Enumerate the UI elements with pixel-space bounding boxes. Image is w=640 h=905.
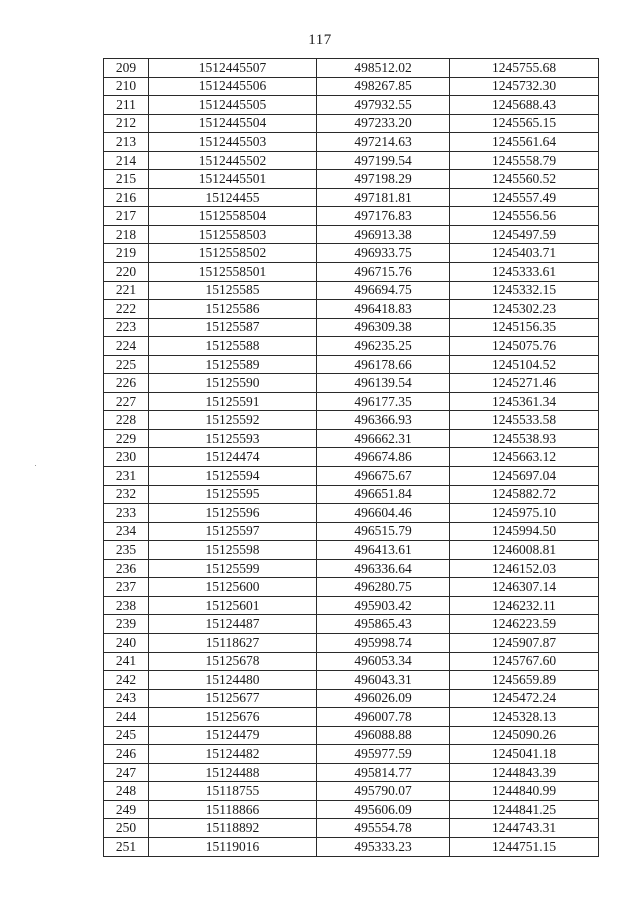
row-number-cell: 213 — [104, 133, 149, 152]
row-number-cell: 230 — [104, 448, 149, 467]
row-number-cell: 209 — [104, 59, 149, 78]
row-number-cell: 237 — [104, 578, 149, 597]
table-row — [104, 689, 599, 708]
x-coordinate-cell: 496053.34 — [317, 652, 450, 671]
row-number-cell: 246 — [104, 745, 149, 764]
table-row — [104, 485, 599, 504]
point-id-cell: 15124474 — [149, 448, 317, 467]
table-row — [104, 467, 599, 486]
x-coordinate-cell: 498512.02 — [317, 59, 450, 78]
x-coordinate-cell: 495998.74 — [317, 633, 450, 652]
table-row — [104, 96, 599, 115]
y-coordinate-cell: 1245994.50 — [450, 522, 599, 541]
row-number-cell: 217 — [104, 207, 149, 226]
table-row — [104, 559, 599, 578]
row-number-cell: 244 — [104, 708, 149, 727]
x-coordinate-cell: 496694.75 — [317, 281, 450, 300]
row-number-cell: 236 — [104, 559, 149, 578]
y-coordinate-cell: 1245688.43 — [450, 96, 599, 115]
row-number-cell: 233 — [104, 504, 149, 523]
row-number-cell: 238 — [104, 596, 149, 615]
y-coordinate-cell: 1244843.39 — [450, 763, 599, 782]
point-id-cell: 15125593 — [149, 429, 317, 448]
y-coordinate-cell: 1245302.23 — [450, 300, 599, 319]
table-row — [104, 819, 599, 838]
point-id-cell: 15125599 — [149, 559, 317, 578]
x-coordinate-cell: 496088.88 — [317, 726, 450, 745]
point-id-cell: 15125595 — [149, 485, 317, 504]
y-coordinate-cell: 1245767.60 — [450, 652, 599, 671]
row-number-cell: 234 — [104, 522, 149, 541]
x-coordinate-cell: 496515.79 — [317, 522, 450, 541]
y-coordinate-cell: 1246232.11 — [450, 596, 599, 615]
table-row — [104, 671, 599, 690]
row-number-cell: 214 — [104, 151, 149, 170]
x-coordinate-cell: 495865.43 — [317, 615, 450, 634]
table-row — [104, 170, 599, 189]
table-row — [104, 133, 599, 152]
row-number-cell: 247 — [104, 763, 149, 782]
point-id-cell: 1512445507 — [149, 59, 317, 78]
x-coordinate-cell: 497233.20 — [317, 114, 450, 133]
row-number-cell: 241 — [104, 652, 149, 671]
table-row — [104, 207, 599, 226]
point-id-cell: 15125678 — [149, 652, 317, 671]
y-coordinate-cell: 1245697.04 — [450, 467, 599, 486]
point-id-cell: 15118866 — [149, 800, 317, 819]
x-coordinate-cell: 496651.84 — [317, 485, 450, 504]
y-coordinate-cell: 1244840.99 — [450, 782, 599, 801]
row-number-cell: 239 — [104, 615, 149, 634]
y-coordinate-cell: 1245361.34 — [450, 392, 599, 411]
table-row — [104, 114, 599, 133]
table-row — [104, 77, 599, 96]
table-row — [104, 225, 599, 244]
row-number-cell: 249 — [104, 800, 149, 819]
x-coordinate-cell: 495606.09 — [317, 800, 450, 819]
point-id-cell: 1512558502 — [149, 244, 317, 263]
y-coordinate-cell: 1245538.93 — [450, 429, 599, 448]
point-id-cell: 15125589 — [149, 355, 317, 374]
row-number-cell: 215 — [104, 170, 149, 189]
y-coordinate-cell: 1245663.12 — [450, 448, 599, 467]
table-row — [104, 745, 599, 764]
x-coordinate-cell: 496139.54 — [317, 374, 450, 393]
row-number-cell: 243 — [104, 689, 149, 708]
row-number-cell: 212 — [104, 114, 149, 133]
y-coordinate-cell: 1245755.68 — [450, 59, 599, 78]
y-coordinate-cell: 1245659.89 — [450, 671, 599, 690]
point-id-cell: 15124487 — [149, 615, 317, 634]
table-row — [104, 188, 599, 207]
table-row — [104, 355, 599, 374]
x-coordinate-cell: 497181.81 — [317, 188, 450, 207]
x-coordinate-cell: 495554.78 — [317, 819, 450, 838]
y-coordinate-cell: 1246152.03 — [450, 559, 599, 578]
table-row — [104, 800, 599, 819]
x-coordinate-cell: 497176.83 — [317, 207, 450, 226]
point-id-cell: 15125586 — [149, 300, 317, 319]
x-coordinate-cell: 496675.67 — [317, 467, 450, 486]
row-number-cell: 229 — [104, 429, 149, 448]
x-coordinate-cell: 496715.76 — [317, 263, 450, 282]
x-coordinate-cell: 496366.93 — [317, 411, 450, 430]
y-coordinate-cell: 1245332.15 — [450, 281, 599, 300]
y-coordinate-cell: 1245561.64 — [450, 133, 599, 152]
row-number-cell: 224 — [104, 337, 149, 356]
point-id-cell: 1512445504 — [149, 114, 317, 133]
row-number-cell: 235 — [104, 541, 149, 560]
table-row — [104, 374, 599, 393]
table-row — [104, 578, 599, 597]
y-coordinate-cell: 1245041.18 — [450, 745, 599, 764]
point-id-cell: 1512445503 — [149, 133, 317, 152]
point-id-cell: 15125590 — [149, 374, 317, 393]
y-coordinate-cell: 1245472.24 — [450, 689, 599, 708]
x-coordinate-cell: 497198.29 — [317, 170, 450, 189]
y-coordinate-cell: 1245560.52 — [450, 170, 599, 189]
y-coordinate-cell: 1245156.35 — [450, 318, 599, 337]
y-coordinate-cell: 1245565.15 — [450, 114, 599, 133]
x-coordinate-cell: 496177.35 — [317, 392, 450, 411]
y-coordinate-cell: 1245271.46 — [450, 374, 599, 393]
point-id-cell: 15125591 — [149, 392, 317, 411]
x-coordinate-cell: 497199.54 — [317, 151, 450, 170]
row-number-cell: 248 — [104, 782, 149, 801]
row-number-cell: 226 — [104, 374, 149, 393]
x-coordinate-cell: 496235.25 — [317, 337, 450, 356]
point-id-cell: 15124479 — [149, 726, 317, 745]
y-coordinate-cell: 1245732.30 — [450, 77, 599, 96]
table-row — [104, 244, 599, 263]
y-coordinate-cell: 1245090.26 — [450, 726, 599, 745]
point-id-cell: 15125598 — [149, 541, 317, 560]
row-number-cell: 222 — [104, 300, 149, 319]
table-row — [104, 429, 599, 448]
row-number-cell: 250 — [104, 819, 149, 838]
x-coordinate-cell: 498267.85 — [317, 77, 450, 96]
table-row — [104, 504, 599, 523]
table-row — [104, 281, 599, 300]
row-number-cell: 211 — [104, 96, 149, 115]
point-id-cell: 15125601 — [149, 596, 317, 615]
point-id-cell: 1512558504 — [149, 207, 317, 226]
table-row — [104, 318, 599, 337]
x-coordinate-cell: 497932.55 — [317, 96, 450, 115]
page-number: 117 — [308, 32, 332, 48]
table-row — [104, 726, 599, 745]
y-coordinate-cell: 1245882.72 — [450, 485, 599, 504]
point-id-cell: 1512558503 — [149, 225, 317, 244]
y-coordinate-cell: 1245975.10 — [450, 504, 599, 523]
point-id-cell: 15125596 — [149, 504, 317, 523]
point-id-cell: 15125594 — [149, 467, 317, 486]
table-row — [104, 633, 599, 652]
y-coordinate-cell: 1244743.31 — [450, 819, 599, 838]
row-number-cell: 220 — [104, 263, 149, 282]
x-coordinate-cell: 496674.86 — [317, 448, 450, 467]
point-id-cell: 15118627 — [149, 633, 317, 652]
point-id-cell: 15125587 — [149, 318, 317, 337]
x-coordinate-cell: 496026.09 — [317, 689, 450, 708]
point-id-cell: 15124480 — [149, 671, 317, 690]
point-id-cell: 15125676 — [149, 708, 317, 727]
table-row — [104, 782, 599, 801]
point-id-cell: 1512445501 — [149, 170, 317, 189]
table-row — [104, 263, 599, 282]
row-number-cell: 221 — [104, 281, 149, 300]
point-id-cell: 15124455 — [149, 188, 317, 207]
table-row — [104, 151, 599, 170]
y-coordinate-cell: 1245328.13 — [450, 708, 599, 727]
scan-speck — [35, 465, 36, 466]
x-coordinate-cell: 496007.78 — [317, 708, 450, 727]
table-row — [104, 837, 599, 856]
row-number-cell: 245 — [104, 726, 149, 745]
row-number-cell: 216 — [104, 188, 149, 207]
x-coordinate-cell: 496418.83 — [317, 300, 450, 319]
x-coordinate-cell: 497214.63 — [317, 133, 450, 152]
row-number-cell: 219 — [104, 244, 149, 263]
table-row — [104, 541, 599, 560]
x-coordinate-cell: 496336.64 — [317, 559, 450, 578]
y-coordinate-cell: 1246223.59 — [450, 615, 599, 634]
coordinates-table — [103, 58, 599, 857]
table-row — [104, 392, 599, 411]
point-id-cell: 15119016 — [149, 837, 317, 856]
y-coordinate-cell: 1245075.76 — [450, 337, 599, 356]
table-row — [104, 59, 599, 78]
y-coordinate-cell: 1245533.58 — [450, 411, 599, 430]
table-row — [104, 337, 599, 356]
row-number-cell: 228 — [104, 411, 149, 430]
y-coordinate-cell: 1244841.25 — [450, 800, 599, 819]
table-row — [104, 763, 599, 782]
table-row — [104, 448, 599, 467]
row-number-cell: 210 — [104, 77, 149, 96]
x-coordinate-cell: 495814.77 — [317, 763, 450, 782]
point-id-cell: 15125592 — [149, 411, 317, 430]
table-row — [104, 522, 599, 541]
x-coordinate-cell: 496413.61 — [317, 541, 450, 560]
table-row — [104, 300, 599, 319]
x-coordinate-cell: 495977.59 — [317, 745, 450, 764]
table-row — [104, 411, 599, 430]
y-coordinate-cell: 1245497.59 — [450, 225, 599, 244]
y-coordinate-cell: 1245403.71 — [450, 244, 599, 263]
point-id-cell: 1512445502 — [149, 151, 317, 170]
row-number-cell: 225 — [104, 355, 149, 374]
point-id-cell: 15125588 — [149, 337, 317, 356]
x-coordinate-cell: 496178.66 — [317, 355, 450, 374]
x-coordinate-cell: 496662.31 — [317, 429, 450, 448]
row-number-cell: 223 — [104, 318, 149, 337]
y-coordinate-cell: 1245104.52 — [450, 355, 599, 374]
point-id-cell: 15124482 — [149, 745, 317, 764]
table-row — [104, 708, 599, 727]
point-id-cell: 1512445506 — [149, 77, 317, 96]
point-id-cell: 15118892 — [149, 819, 317, 838]
y-coordinate-cell: 1245557.49 — [450, 188, 599, 207]
row-number-cell: 232 — [104, 485, 149, 504]
y-coordinate-cell: 1245556.56 — [450, 207, 599, 226]
coordinates-table-body — [104, 59, 599, 857]
row-number-cell: 240 — [104, 633, 149, 652]
x-coordinate-cell: 496933.75 — [317, 244, 450, 263]
y-coordinate-cell: 1245907.87 — [450, 633, 599, 652]
point-id-cell: 15125597 — [149, 522, 317, 541]
x-coordinate-cell: 495790.07 — [317, 782, 450, 801]
x-coordinate-cell: 496913.38 — [317, 225, 450, 244]
x-coordinate-cell: 496043.31 — [317, 671, 450, 690]
row-number-cell: 251 — [104, 837, 149, 856]
row-number-cell: 231 — [104, 467, 149, 486]
x-coordinate-cell: 496604.46 — [317, 504, 450, 523]
point-id-cell: 15125677 — [149, 689, 317, 708]
point-id-cell: 15125600 — [149, 578, 317, 597]
row-number-cell: 227 — [104, 392, 149, 411]
y-coordinate-cell: 1244751.15 — [450, 837, 599, 856]
point-id-cell: 15118755 — [149, 782, 317, 801]
x-coordinate-cell: 496309.38 — [317, 318, 450, 337]
x-coordinate-cell: 496280.75 — [317, 578, 450, 597]
y-coordinate-cell: 1245333.61 — [450, 263, 599, 282]
x-coordinate-cell: 495903.42 — [317, 596, 450, 615]
point-id-cell: 1512445505 — [149, 96, 317, 115]
row-number-cell: 242 — [104, 671, 149, 690]
point-id-cell: 15125585 — [149, 281, 317, 300]
y-coordinate-cell: 1246307.14 — [450, 578, 599, 597]
point-id-cell: 15124488 — [149, 763, 317, 782]
point-id-cell: 1512558501 — [149, 263, 317, 282]
row-number-cell: 218 — [104, 225, 149, 244]
x-coordinate-cell: 495333.23 — [317, 837, 450, 856]
y-coordinate-cell: 1245558.79 — [450, 151, 599, 170]
table-row — [104, 596, 599, 615]
table-row — [104, 652, 599, 671]
y-coordinate-cell: 1246008.81 — [450, 541, 599, 560]
table-row — [104, 615, 599, 634]
